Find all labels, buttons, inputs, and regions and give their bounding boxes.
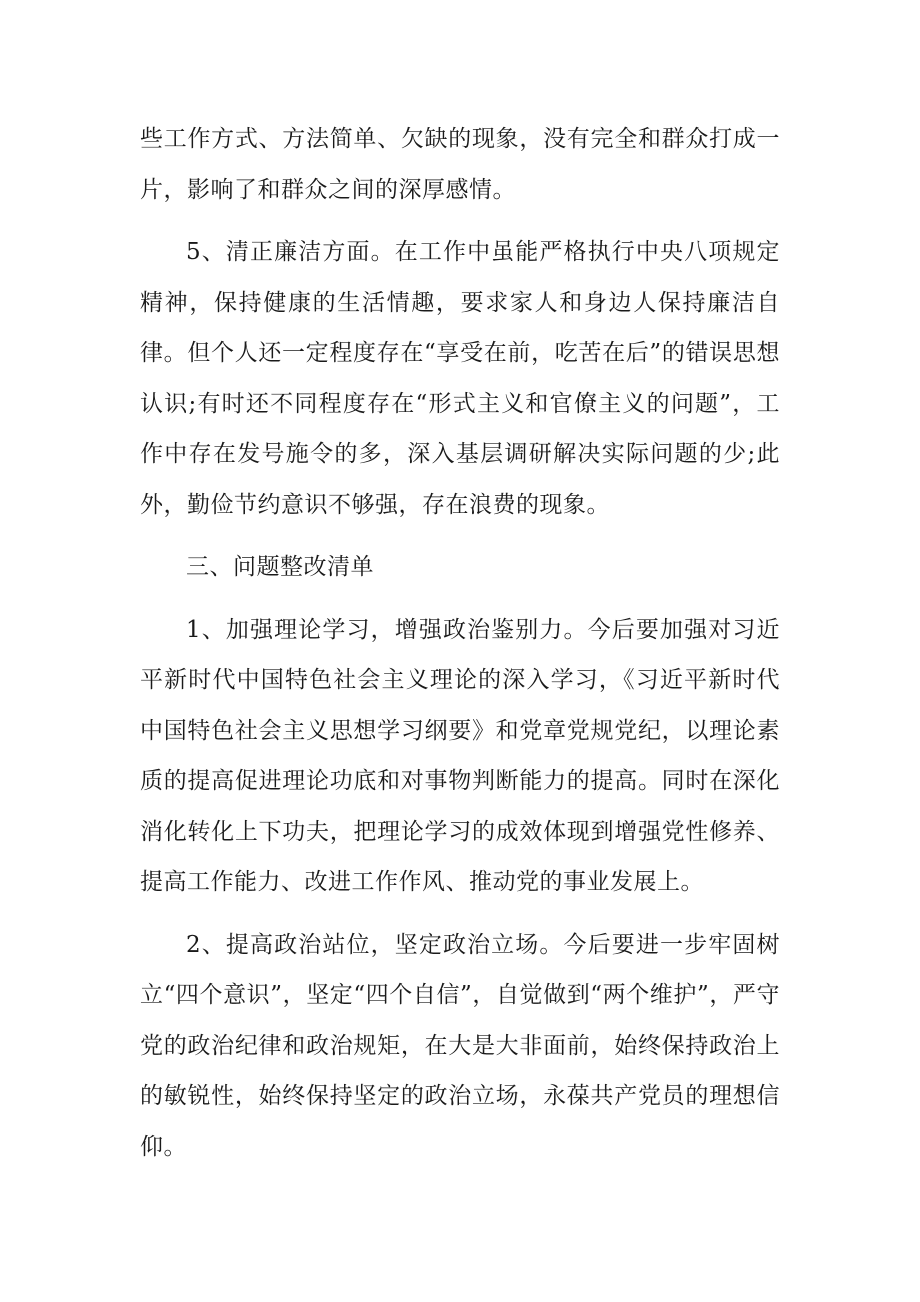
paragraph-political-stance: 2、提高政治站位，坚定政治立场。今后要进一步牢固树立“四个意识”，坚定“四个自信”，自觉做到“两个维护”，严守党的政治纪律和政治规矩，在大是大非面前，始终保持政治上的敏锐性，始终保持坚定的政治立场，永葆共产党员的理想信仰。: [140, 931, 780, 1160]
document-body: [140, 114, 780, 1184]
section-heading-rectification-list: 三、问题整改清单: [186, 554, 374, 580]
paragraph-integrity: 5、清正廉洁方面。在工作中虽能严格执行中央八项规定精神，保持健康的生活情趣，要求家人和身边人保持廉洁自律。但个人还一定程度存在“享受在前，吃苦在后”的错误思想认识;有时还不同程度存在“形式主义和官僚主义的问题”，工作中存在发号施令的多，深入基层调研解决实际问题的少;此外，勤俭节约意识不够强，存在浪费的现象。: [140, 239, 780, 518]
paragraph-continuation: 些工作方式、方法简单、欠缺的现象，没有完全和群众打成一片，影响了和群众之间的深厚感情。: [140, 126, 780, 203]
paragraph-theory-study: 1、加强理论学习，增强政治鉴别力。今后要加强对习近平新时代中国特色社会主义理论的深入学习，《习近平新时代中国特色社会主义思想学习纲要》和党章党规党纪，以理论素质的提高促进理论功底和对事物判断能力的提高。同时在深化消化转化上下功夫，把理论学习的成效体现到增强党性修养、提高工作能力、改进工作作风、推动党的事业发展上。: [140, 616, 780, 895]
